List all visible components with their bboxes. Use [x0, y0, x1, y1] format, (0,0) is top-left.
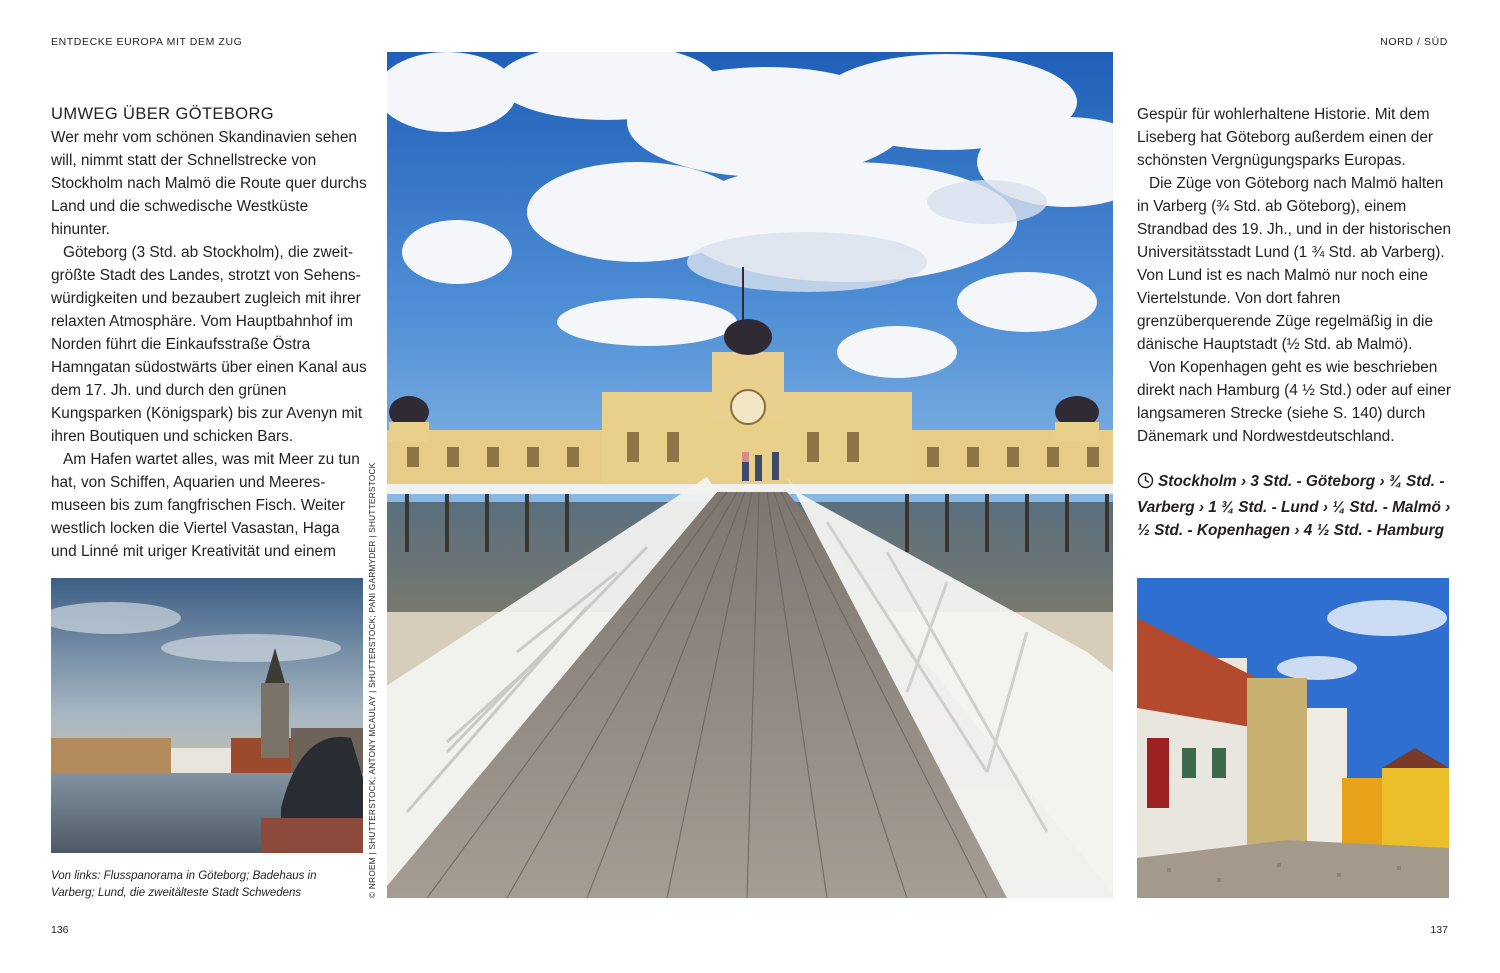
photo-street-lund: [1137, 578, 1449, 898]
paragraph-1: Wer mehr vom schönen Skandinavien sehen will, nimmt statt der Schnellstrecke von Stockholm nach Malmö die Route quer durchs Land und die schwedische Westküste hinunter.: [51, 129, 367, 238]
photo-river-goteborg: [51, 578, 363, 853]
article-right-column: [1137, 103, 1453, 448]
route-summary: [1137, 470, 1453, 542]
running-header-right: NORD / SÜD: [1380, 36, 1448, 48]
paragraph-2: Göteborg (3 Std. ab Stockholm), die zweitgrößte Stadt des Landes, strotzt von Sehenswürdigkeiten und bezaubert zugleich mit ihrer relaxten Atmosphäre. Vom Hauptbahnhof im Norden führt die Einkaufsstraße Östra Hamngatan südostwärts über einen Kanal aus dem 17. Jh. und durch den grünen Kungsparken (Königspark) bis zur Avenyn mit ihren Boutiquen und schicken Bars.: [51, 244, 367, 445]
page-number-right: 137: [1430, 924, 1448, 936]
page-number-left: 136: [51, 924, 69, 936]
paragraph-6: Von Kopenhagen geht es wie beschrieben direkt nach Hamburg (4 ½ Std.) oder auf einer langsameren Strecke (siehe S. 140) durch Dänemark und Nordwestdeutschland.: [1137, 359, 1451, 445]
route-text: Stockholm › 3 Std. - Göteborg › ¾ Std. - Varberg › 1 ¾ Std. - Lund › ¼ Std. - Malmö › ½ Std. - Kopenhagen › 4 ½ Std. - Hamburg: [1137, 473, 1451, 539]
article-left-column: [51, 103, 369, 563]
paragraph-3: Am Hafen wartet alles, was mit Meer zu tun hat, von Schiffen, Aquarien und Meeresmuseen bis zum fangfrischen Fisch. Weiter westlich locken die Viertel Vasastan, Haga und Linné mit uriger Kreativität und einem: [51, 451, 360, 560]
clock-icon: [1137, 472, 1154, 496]
paragraph-5: Die Züge von Göteborg nach Malmö halten in Varberg (¾ Std. ab Göteborg), einem Strandbad des 19. Jh., und in der historischen Universitätsstadt Lund (1 ¾ Std. ab Varberg). Von Lund ist es nach Malmö nur noch eine Viertelstunde. Von dort fahren grenzüberquerende Züge regelmäßig in die dänische Hauptstadt (½ Std. ab Malmö).: [1137, 175, 1451, 353]
photo-bathhouse-varberg: [387, 52, 1113, 898]
paragraph-4: Gespür für wohlerhaltene Historie. Mit dem Liseberg hat Göteborg außerdem einen der schönsten Vergnügungsparks Europas.: [1137, 106, 1434, 169]
running-header-left: ENTDECKE EUROPA MIT DEM ZUG: [51, 36, 243, 48]
photo-caption: Von links: Flusspanorama in Göteborg; Badehaus in Varberg; Lund, die zweitälteste Stadt Schwedens: [51, 870, 317, 899]
photo-credit: © NROEM | SHUTTERSTOCK; ANTONY MCAULAY | SHUTTERSTOCK; PANI GARMYDER | SHUTTERSTOCK: [368, 462, 377, 898]
article-heading: UMWEG ÜBER GÖTEBORG: [51, 105, 275, 123]
